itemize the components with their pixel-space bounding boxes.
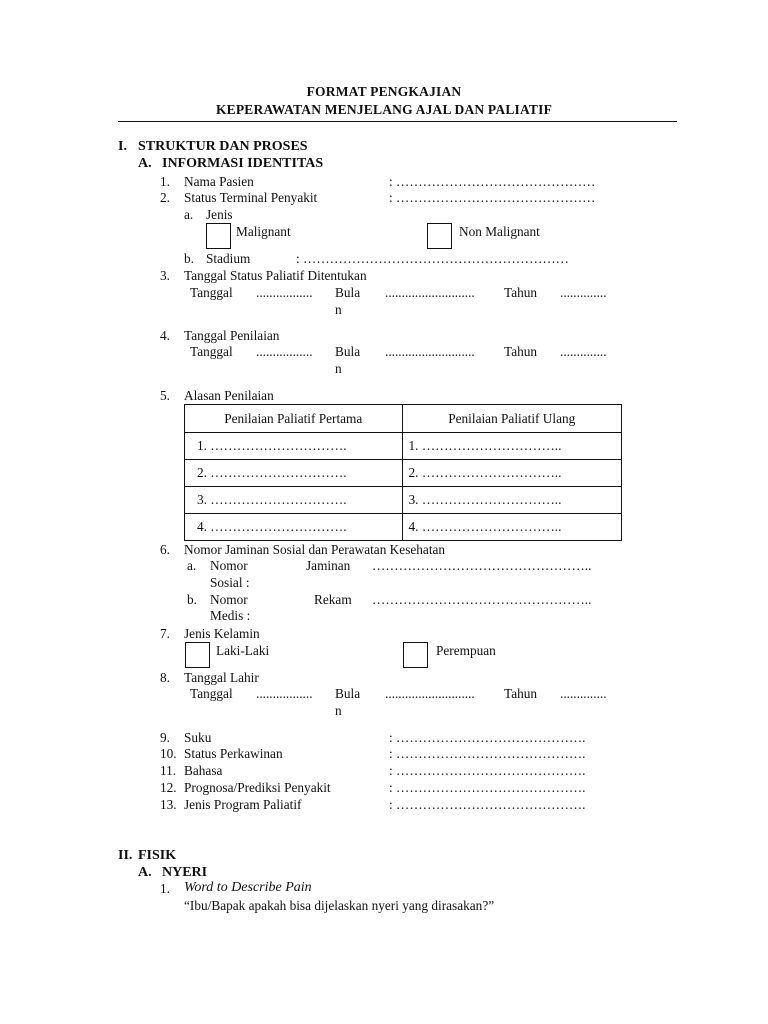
item10-number: 10. bbox=[160, 746, 177, 761]
item3-bulan-label: Bula bbox=[335, 285, 361, 300]
table-cell-pertama-3[interactable]: 3. …………………………. bbox=[185, 487, 403, 514]
table-row bbox=[185, 514, 622, 541]
item2b-label: Stadium bbox=[206, 251, 251, 266]
item12-number: 12. bbox=[160, 780, 177, 795]
section2-number: II. bbox=[118, 848, 133, 863]
table-row bbox=[185, 487, 622, 514]
malignant-checkbox[interactable] bbox=[206, 223, 231, 249]
stadium-field[interactable]: : …………………………………………………… bbox=[296, 251, 569, 266]
item6b-word3: Medis : bbox=[210, 608, 251, 623]
item8-bulan-label: Bula bbox=[335, 686, 361, 701]
non-malignant-label: Non Malignant bbox=[459, 224, 540, 239]
rekam-medis-field[interactable]: ………………………………………….. bbox=[372, 592, 592, 607]
item13-number: 13. bbox=[160, 797, 177, 812]
section1-number: I. bbox=[118, 139, 127, 154]
item13-label: Jenis Program Paliatif bbox=[184, 797, 302, 812]
item6a-word2: Jaminan bbox=[306, 558, 351, 573]
subsection-nyeri-letter: A. bbox=[138, 865, 152, 880]
item11-number: 11. bbox=[160, 763, 177, 778]
perempuan-checkbox[interactable] bbox=[403, 642, 428, 668]
item6b-word2: Rekam bbox=[314, 592, 352, 607]
item2-label: Status Terminal Penyakit bbox=[184, 190, 318, 205]
item6-number: 6. bbox=[160, 542, 170, 557]
table-header-ulang: Penilaian Paliatif Ulang bbox=[402, 405, 621, 433]
item3-tanggal-label: Tanggal bbox=[190, 285, 233, 300]
perempuan-label: Perempuan bbox=[436, 643, 496, 658]
prognosa-field[interactable]: : ……………………………………. bbox=[389, 780, 586, 795]
table-cell-ulang-3[interactable]: 3. ………………………….. bbox=[402, 487, 621, 514]
item3-bulan-label-end: n bbox=[335, 302, 342, 317]
item7-number: 7. bbox=[160, 626, 170, 641]
item3-label: Tanggal Status Paliatif Ditentukan bbox=[184, 268, 367, 283]
non-malignant-checkbox[interactable] bbox=[427, 223, 452, 249]
item4-tanggal-label: Tanggal bbox=[190, 344, 233, 359]
suku-field[interactable]: : ……………………………………. bbox=[389, 730, 586, 745]
item3-tahun-label: Tahun bbox=[504, 285, 538, 300]
table-row bbox=[185, 433, 622, 460]
item4-label: Tanggal Penilaian bbox=[184, 328, 280, 343]
subsection-nyeri-title: NYERI bbox=[162, 865, 208, 880]
table-cell-ulang-1[interactable]: 1. ………………………….. bbox=[402, 433, 621, 460]
alasan-penilaian-table bbox=[184, 404, 622, 541]
item5-label: Alasan Penilaian bbox=[184, 388, 274, 403]
item1-field[interactable]: : ……………………………………… bbox=[389, 174, 596, 189]
item2b-letter: b. bbox=[184, 251, 194, 266]
item8-number: 8. bbox=[160, 670, 170, 685]
item1-number: 1. bbox=[160, 174, 170, 189]
table-cell-ulang-4[interactable]: 4. ………………………….. bbox=[402, 514, 621, 541]
status-perkawinan-field[interactable]: : ……………………………………. bbox=[389, 746, 586, 761]
section2-title: FISIK bbox=[138, 848, 177, 863]
item10-label: Status Perkawinan bbox=[184, 746, 283, 761]
item11-label: Bahasa bbox=[184, 763, 223, 778]
item4-tahun-field[interactable]: .............. bbox=[560, 344, 607, 359]
bahasa-field[interactable]: : ……………………………………. bbox=[389, 763, 586, 778]
item3-bulan-field[interactable]: ........................... bbox=[385, 285, 475, 300]
item8-bulan-label-end: n bbox=[335, 703, 342, 718]
item4-number: 4. bbox=[160, 328, 170, 343]
table-header-pertama: Penilaian Paliatif Pertama bbox=[185, 405, 403, 433]
item6a-letter: a. bbox=[187, 558, 197, 573]
table-cell-pertama-2[interactable]: 2. …………………………. bbox=[185, 460, 403, 487]
subsection-a-letter: A. bbox=[138, 156, 152, 171]
item7-label: Jenis Kelamin bbox=[184, 626, 260, 641]
item9-number: 9. bbox=[160, 730, 170, 745]
item6a-word3: Sosial : bbox=[210, 575, 250, 590]
item6a-word1: Nomor bbox=[210, 558, 248, 573]
table-cell-pertama-4[interactable]: 4. …………………………. bbox=[185, 514, 403, 541]
item3-tanggal-field[interactable]: ................. bbox=[256, 285, 313, 300]
item4-bulan-label-end: n bbox=[335, 361, 342, 376]
document-title-line2: KEPERAWATAN MENJELANG AJAL DAN PALIATIF bbox=[215, 102, 553, 117]
item2a-label: Jenis bbox=[206, 207, 233, 222]
section1-title: STRUKTUR DAN PROSES bbox=[138, 139, 308, 154]
item6-label: Nomor Jaminan Sosial dan Perawatan Kesehatan bbox=[184, 542, 446, 557]
item9-label: Suku bbox=[184, 730, 212, 745]
item6b-letter: b. bbox=[187, 592, 197, 607]
malignant-label: Malignant bbox=[236, 224, 291, 239]
item8-label: Tanggal Lahir bbox=[184, 670, 259, 685]
document-title-line1: FORMAT PENGKAJIAN bbox=[306, 84, 462, 99]
item8-tahun-label: Tahun bbox=[504, 686, 538, 701]
laki-laki-label: Laki-Laki bbox=[216, 643, 270, 658]
item2-field[interactable]: : ……………………………………… bbox=[389, 190, 596, 205]
table-cell-pertama-1[interactable]: 1. …………………………. bbox=[185, 433, 403, 460]
table-header-row bbox=[185, 405, 622, 433]
item4-tanggal-field[interactable]: ................. bbox=[256, 344, 313, 359]
item8-tanggal-label: Tanggal bbox=[190, 686, 233, 701]
nyeri-item1-number: 1. bbox=[160, 881, 170, 896]
item8-bulan-field[interactable]: ........................... bbox=[385, 686, 475, 701]
item4-bulan-label: Bula bbox=[335, 344, 361, 359]
jenis-program-field[interactable]: : ……………………………………. bbox=[389, 797, 586, 812]
laki-laki-checkbox[interactable] bbox=[185, 642, 210, 668]
item2-number: 2. bbox=[160, 190, 170, 205]
item8-tanggal-field[interactable]: ................. bbox=[256, 686, 313, 701]
jaminan-sosial-field[interactable]: ………………………………………….. bbox=[372, 558, 592, 573]
nyeri-item1-title: Word to Describe Pain bbox=[184, 880, 312, 895]
item2a-letter: a. bbox=[184, 207, 194, 222]
table-row bbox=[185, 460, 622, 487]
subsection-a-title: INFORMASI IDENTITAS bbox=[162, 156, 324, 171]
item12-label: Prognosa/Prediksi Penyakit bbox=[184, 780, 331, 795]
item6b-word1: Nomor bbox=[210, 592, 248, 607]
item4-tahun-label: Tahun bbox=[504, 344, 538, 359]
item8-tahun-field[interactable]: .............. bbox=[560, 686, 607, 701]
item3-tahun-field[interactable]: .............. bbox=[560, 285, 607, 300]
item1-label: Nama Pasien bbox=[184, 174, 254, 189]
item5-number: 5. bbox=[160, 388, 170, 403]
nyeri-item1-question: “Ibu/Bapak apakah bisa dijelaskan nyeri yang dirasakan?” bbox=[184, 898, 495, 913]
item3-number: 3. bbox=[160, 268, 170, 283]
table-cell-ulang-2[interactable]: 2. ………………………….. bbox=[402, 460, 621, 487]
title-underline bbox=[118, 121, 677, 122]
item4-bulan-field[interactable]: ........................... bbox=[385, 344, 475, 359]
